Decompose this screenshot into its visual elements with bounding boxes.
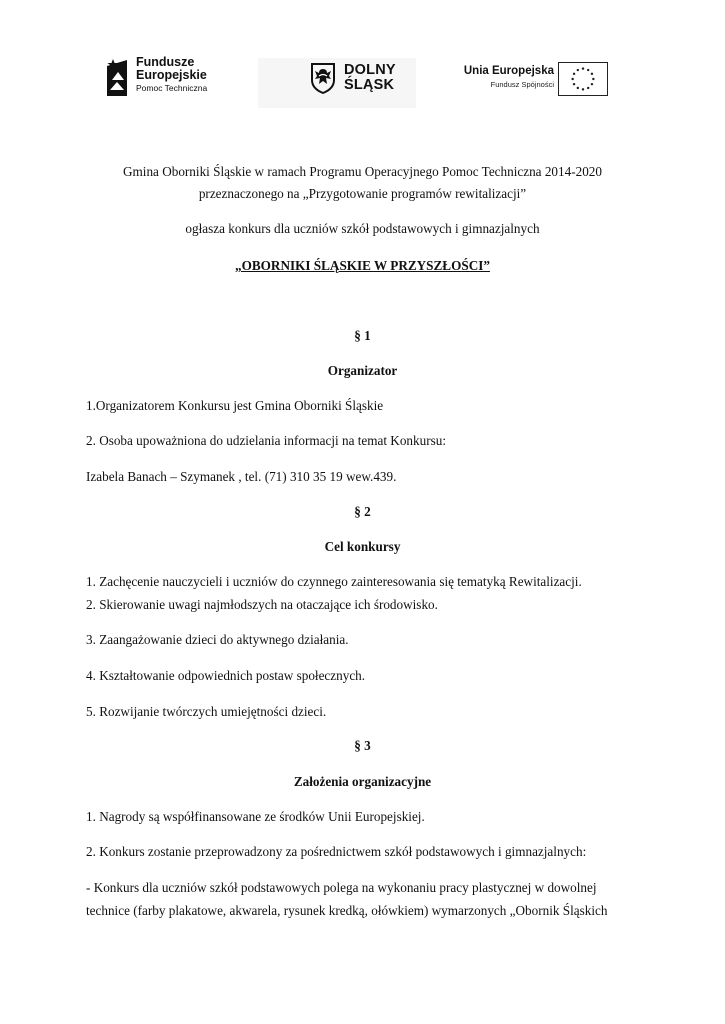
list-item: 5. Rozwijanie twórczych umiejętności dzieci.	[86, 704, 327, 719]
section-3-heading: Założenia organizacyjne	[293, 774, 432, 789]
intro-line1: Gmina Oborniki Śląskie w ramach Programu Operacyjnego Pomoc Techniczna 2014-2020	[123, 164, 602, 179]
intro-line3: ogłasza konkurs dla uczniów szkół podstawowych i gimnazjalnych	[185, 221, 540, 236]
fe-star-mark-icon	[104, 56, 130, 98]
section-1-contact: Izabela Banach – Szymanek , tel. (71) 310 35 19 wew.439.	[86, 469, 397, 484]
section-3-paragraph-3-line2: technice (farby plakatowe, akwarela, rysunek kredką, ołówkiem) wymarzonych „Obornik Śląskich	[86, 903, 608, 918]
list-item: 4. Kształtowanie odpowiednich postaw społecznych.	[86, 668, 366, 683]
fundusze-line3: Pomoc Techniczna	[136, 83, 208, 93]
dolny-slask-line1: DOLNY	[344, 62, 396, 78]
section-3-paragraph-2: 2. Konkurs zostanie przeprowadzony za pośrednictwem szkół podstawowych i gimnazjalnych:	[86, 844, 587, 859]
list-item: 2. Skierowanie uwagi najmłodszych na otaczające ich środowisko.	[86, 597, 438, 612]
fundusze-line2: Europejskie	[136, 68, 207, 82]
dolny-slask-logo	[258, 58, 416, 108]
logo-strip	[0, 0, 725, 110]
contest-title: „OBORNIKI ŚLĄSKIE W PRZYSZŁOŚCI”	[235, 258, 490, 273]
section-2-number: § 2	[354, 504, 371, 519]
section-1-paragraph-1: 1.Organizatorem Konkursu jest Gmina Oborniki Śląskie	[86, 398, 384, 413]
unia-line2: Fundusz Spójności	[490, 80, 554, 89]
list-item: 1. Zachęcenie nauczycieli i uczniów do czynnego zainteresowania się tematyką Rewitalizacji.	[86, 574, 582, 589]
section-2-heading: Cel konkursy	[324, 539, 401, 554]
unia-europejska-logo	[458, 62, 610, 100]
section-1-paragraph-2: 2. Osoba upoważniona do udzielania informacji na temat Konkursu:	[86, 433, 446, 448]
section-3-paragraph-3-line1: - Konkurs dla uczniów szkół podstawowych polega na wykonaniu pracy plastycznej w dowolnej	[86, 880, 597, 895]
section-3-paragraph-1: 1. Nagrody są współfinansowane ze środków Unii Europejskiej.	[86, 809, 425, 824]
fundusze-line1: Fundusze	[136, 55, 195, 69]
section-3-number: § 3	[354, 738, 371, 753]
unia-line1: Unia Europejska	[463, 65, 554, 77]
dolny-slask-line2: ŚLĄSK	[344, 77, 395, 93]
list-item: 3. Zaangażowanie dzieci do aktywnego działania.	[86, 632, 349, 647]
eagle-crest-icon	[310, 62, 336, 94]
eu-flag-icon	[558, 62, 608, 96]
intro-line2: przeznaczonego na „Przygotowanie programów rewitalizacji”	[198, 186, 527, 201]
section-1-heading: Organizator	[327, 363, 398, 378]
fundusze-europejskie-logo	[104, 54, 224, 100]
section-1-number: § 1	[354, 328, 371, 343]
